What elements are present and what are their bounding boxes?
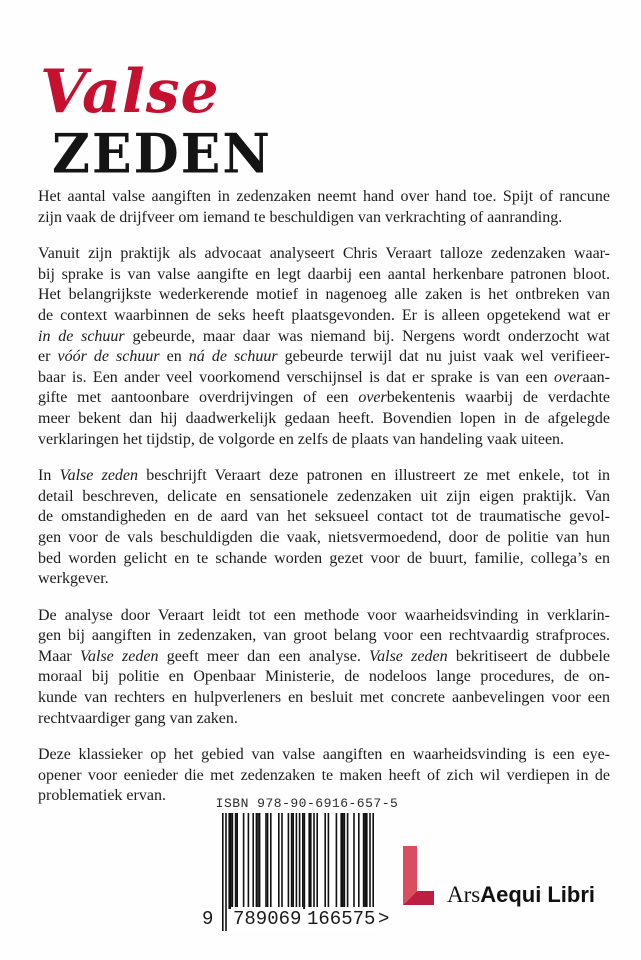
barcode <box>204 813 404 941</box>
blurb-text <box>38 187 610 823</box>
arsaequi-l-icon <box>400 846 436 908</box>
paragraph-3: In Valse zeden beschrijft Veraart deze patronen en illustreert ze met enkele, tot in detail beschreven, delicate en sensationele zedenzaken uit zijn eigen praktijk. Van de omstandigheden en de aard van het seksueel contact tot de traumatische gevol- gen voor de vals beschuldigden die vaak, nietsvermoedend, door de politie van hun bed worden gelicht en te schande worden gezet voor de buurt, familie, collega’s en werkgever. <box>38 467 610 588</box>
paragraph-1: Het aantal valse aangiften in zedenzaken neemt hand over hand toe. Spijt of rancune zijn vaak de drijfveer om iemand te beschuldigen van verkrachting of aanranding. <box>38 188 610 226</box>
paragraph-2: Vanuit zijn praktijk als advocaat analyseert Chris Veraart talloze zedenzaken waar- bij sprake is van valse aangifte en legt daarbij een aantal herkenbare patronen bloot. Het belangrijkste wederkerende motief in nagenoeg alle zaken is het ontbreken van de context waarbinnen de seks heeft plaatsgevonden. Er is alleen opgetekend wat er in de schuur gebeurde, maar daar was niemand bij. Nergens wordt onderzocht wat er vóór de schuur en ná de schuur gebeurde terwijl dat nu juist vaak wel verifieer- baar is. Een ander veel voorkomend verschijnsel is dat er sprake is van een overaan- gifte met aantoonbare overdrijvingen of een overbekentenis waarbij de verdachte meer bekent dan hij daadwerkelijk gedaan heeft. Bovendien lopen in de afgelegde verklaringen het tijdstip, de volgorde en zelfs de plaats van handeling vaak uiteen. <box>38 245 610 448</box>
paragraph-5: Deze klassieker op het gebied van valse aangiften en waarheidsvinding is een eye- opener voor eenieder die met zedenzaken te maken heeft of zich wil verdiepen in de problematiek ervan. <box>38 746 610 805</box>
publisher-word-libri: Libri <box>547 882 596 907</box>
barcode-quiet-zone-mark: > <box>378 908 390 930</box>
book-title-valse: Valse <box>40 57 220 127</box>
isbn-text: ISBN 978-90-6916-657-5 <box>215 796 399 811</box>
publisher-word-ars: Ars <box>447 882 481 907</box>
publisher-name <box>447 883 595 906</box>
barcode-group-right: 166575 <box>307 908 376 930</box>
barcode-digit-first: 9 <box>202 908 214 930</box>
publisher-logo <box>400 846 595 908</box>
barcode-group-left: 789069 <box>233 908 302 930</box>
publisher-word-aequi: Aequi <box>480 882 542 907</box>
paragraph-4: De analyse door Veraart leidt tot een methode voor waarheidsvinding in verklarin- gen bij aangiften in zedenzaken, van groot belang voor een rechtvaardig strafproces. Maar Valse zeden geeft meer dan een analyse. Valse zeden bekritiseert de dubbele moraal bij politie en Openbaar Ministerie, de nodeloos lange procedures, de on- kunde van rechters en hulpverleners en besluit met concrete aanbevelingen voor een rechtvaardiger gang van zaken. <box>38 606 610 727</box>
book-title-zeden: ZEDEN <box>52 122 272 187</box>
